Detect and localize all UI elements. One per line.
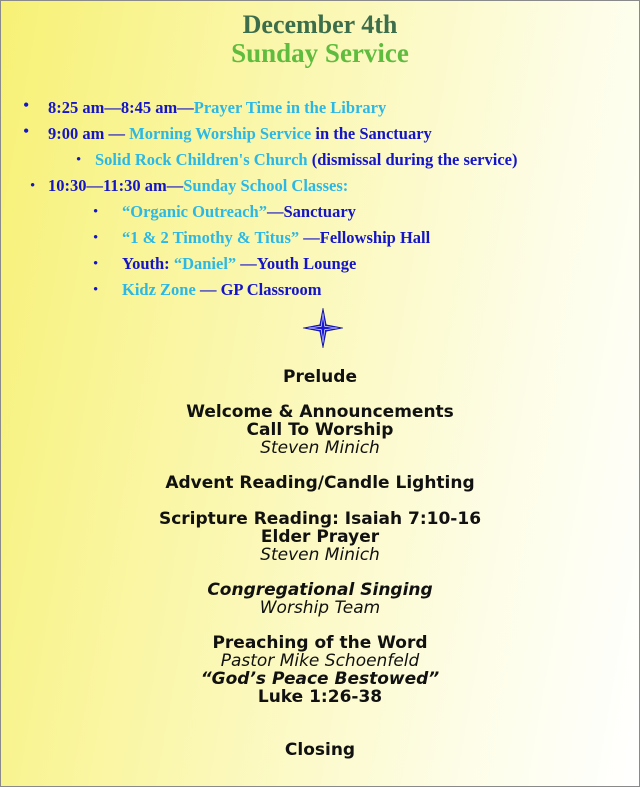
bullet-icon: • bbox=[93, 204, 99, 220]
class-item bbox=[122, 280, 322, 300]
bullet-icon: • bbox=[23, 95, 30, 115]
schedule-item-sunday-school bbox=[48, 176, 348, 196]
class-name: “1 & 2 Timothy & Titus” bbox=[122, 228, 300, 247]
class-item bbox=[122, 228, 430, 248]
prayer-name: Prayer Time in the Library bbox=[193, 98, 387, 117]
bullet-icon: • bbox=[93, 282, 99, 298]
schedule-item-worship bbox=[48, 124, 432, 144]
sunday-school-time: 10:30—11:30 am— bbox=[48, 176, 184, 195]
prelude: Prelude bbox=[282, 367, 357, 387]
worship-time: 9:00 am — bbox=[48, 124, 130, 143]
pastor-name: Pastor Mike Schoenfeld bbox=[220, 651, 420, 671]
class-item bbox=[122, 202, 356, 222]
singing-leader: Worship Team bbox=[259, 598, 381, 618]
preaching: Preaching of the Word bbox=[212, 633, 428, 653]
bullet-icon: • bbox=[93, 230, 99, 246]
sunday-school-name: Sunday School Classes: bbox=[183, 176, 349, 195]
childrens-church-note: (dismissal during the service) bbox=[307, 150, 518, 169]
schedule-item-childrens-church bbox=[95, 150, 518, 170]
class-item bbox=[122, 254, 356, 274]
elder-prayer: Elder Prayer bbox=[260, 527, 380, 547]
worship-name: Morning Worship Service bbox=[129, 124, 312, 143]
advent-reading: Advent Reading/Candle Lighting bbox=[165, 473, 475, 493]
four-point-star-icon bbox=[302, 307, 344, 349]
service-title: Sunday Service bbox=[231, 38, 409, 68]
class-location: — GP Classroom bbox=[195, 280, 322, 299]
bullet-icon: • bbox=[76, 152, 82, 168]
elder-leader: Steven Minich bbox=[260, 545, 380, 565]
class-name: “Daniel” bbox=[173, 254, 237, 273]
class-location: —Fellowship Hall bbox=[299, 228, 431, 247]
scripture-reading: Scripture Reading: Isaiah 7:10-16 bbox=[158, 509, 482, 529]
closing: Closing bbox=[284, 740, 356, 760]
scripture-passage: Luke 1:26-38 bbox=[257, 687, 383, 707]
service-date: December 4th bbox=[242, 10, 398, 39]
class-location: —Youth Lounge bbox=[236, 254, 357, 273]
call-leader: Steven Minich bbox=[260, 438, 380, 458]
class-name: Kidz Zone bbox=[122, 280, 196, 299]
sermon-title: “God’s Peace Bestowed” bbox=[200, 669, 440, 689]
welcome-announcements: Welcome & Announcements bbox=[186, 402, 454, 422]
class-location: —Sanctuary bbox=[266, 202, 356, 221]
childrens-church-name: Solid Rock Children's Church bbox=[95, 150, 308, 169]
class-prefix: Youth: bbox=[122, 254, 174, 273]
worship-place: in the Sanctuary bbox=[311, 124, 432, 143]
bullet-icon: • bbox=[30, 178, 36, 194]
call-to-worship: Call To Worship bbox=[246, 420, 394, 440]
prayer-time: 8:25 am—8:45 am— bbox=[48, 98, 194, 117]
congregational-singing: Congregational Singing bbox=[207, 580, 433, 600]
schedule-item-prayer bbox=[48, 98, 386, 118]
bullet-icon: • bbox=[93, 256, 99, 272]
bullet-icon: • bbox=[23, 121, 30, 141]
class-name: “Organic Outreach” bbox=[122, 202, 267, 221]
